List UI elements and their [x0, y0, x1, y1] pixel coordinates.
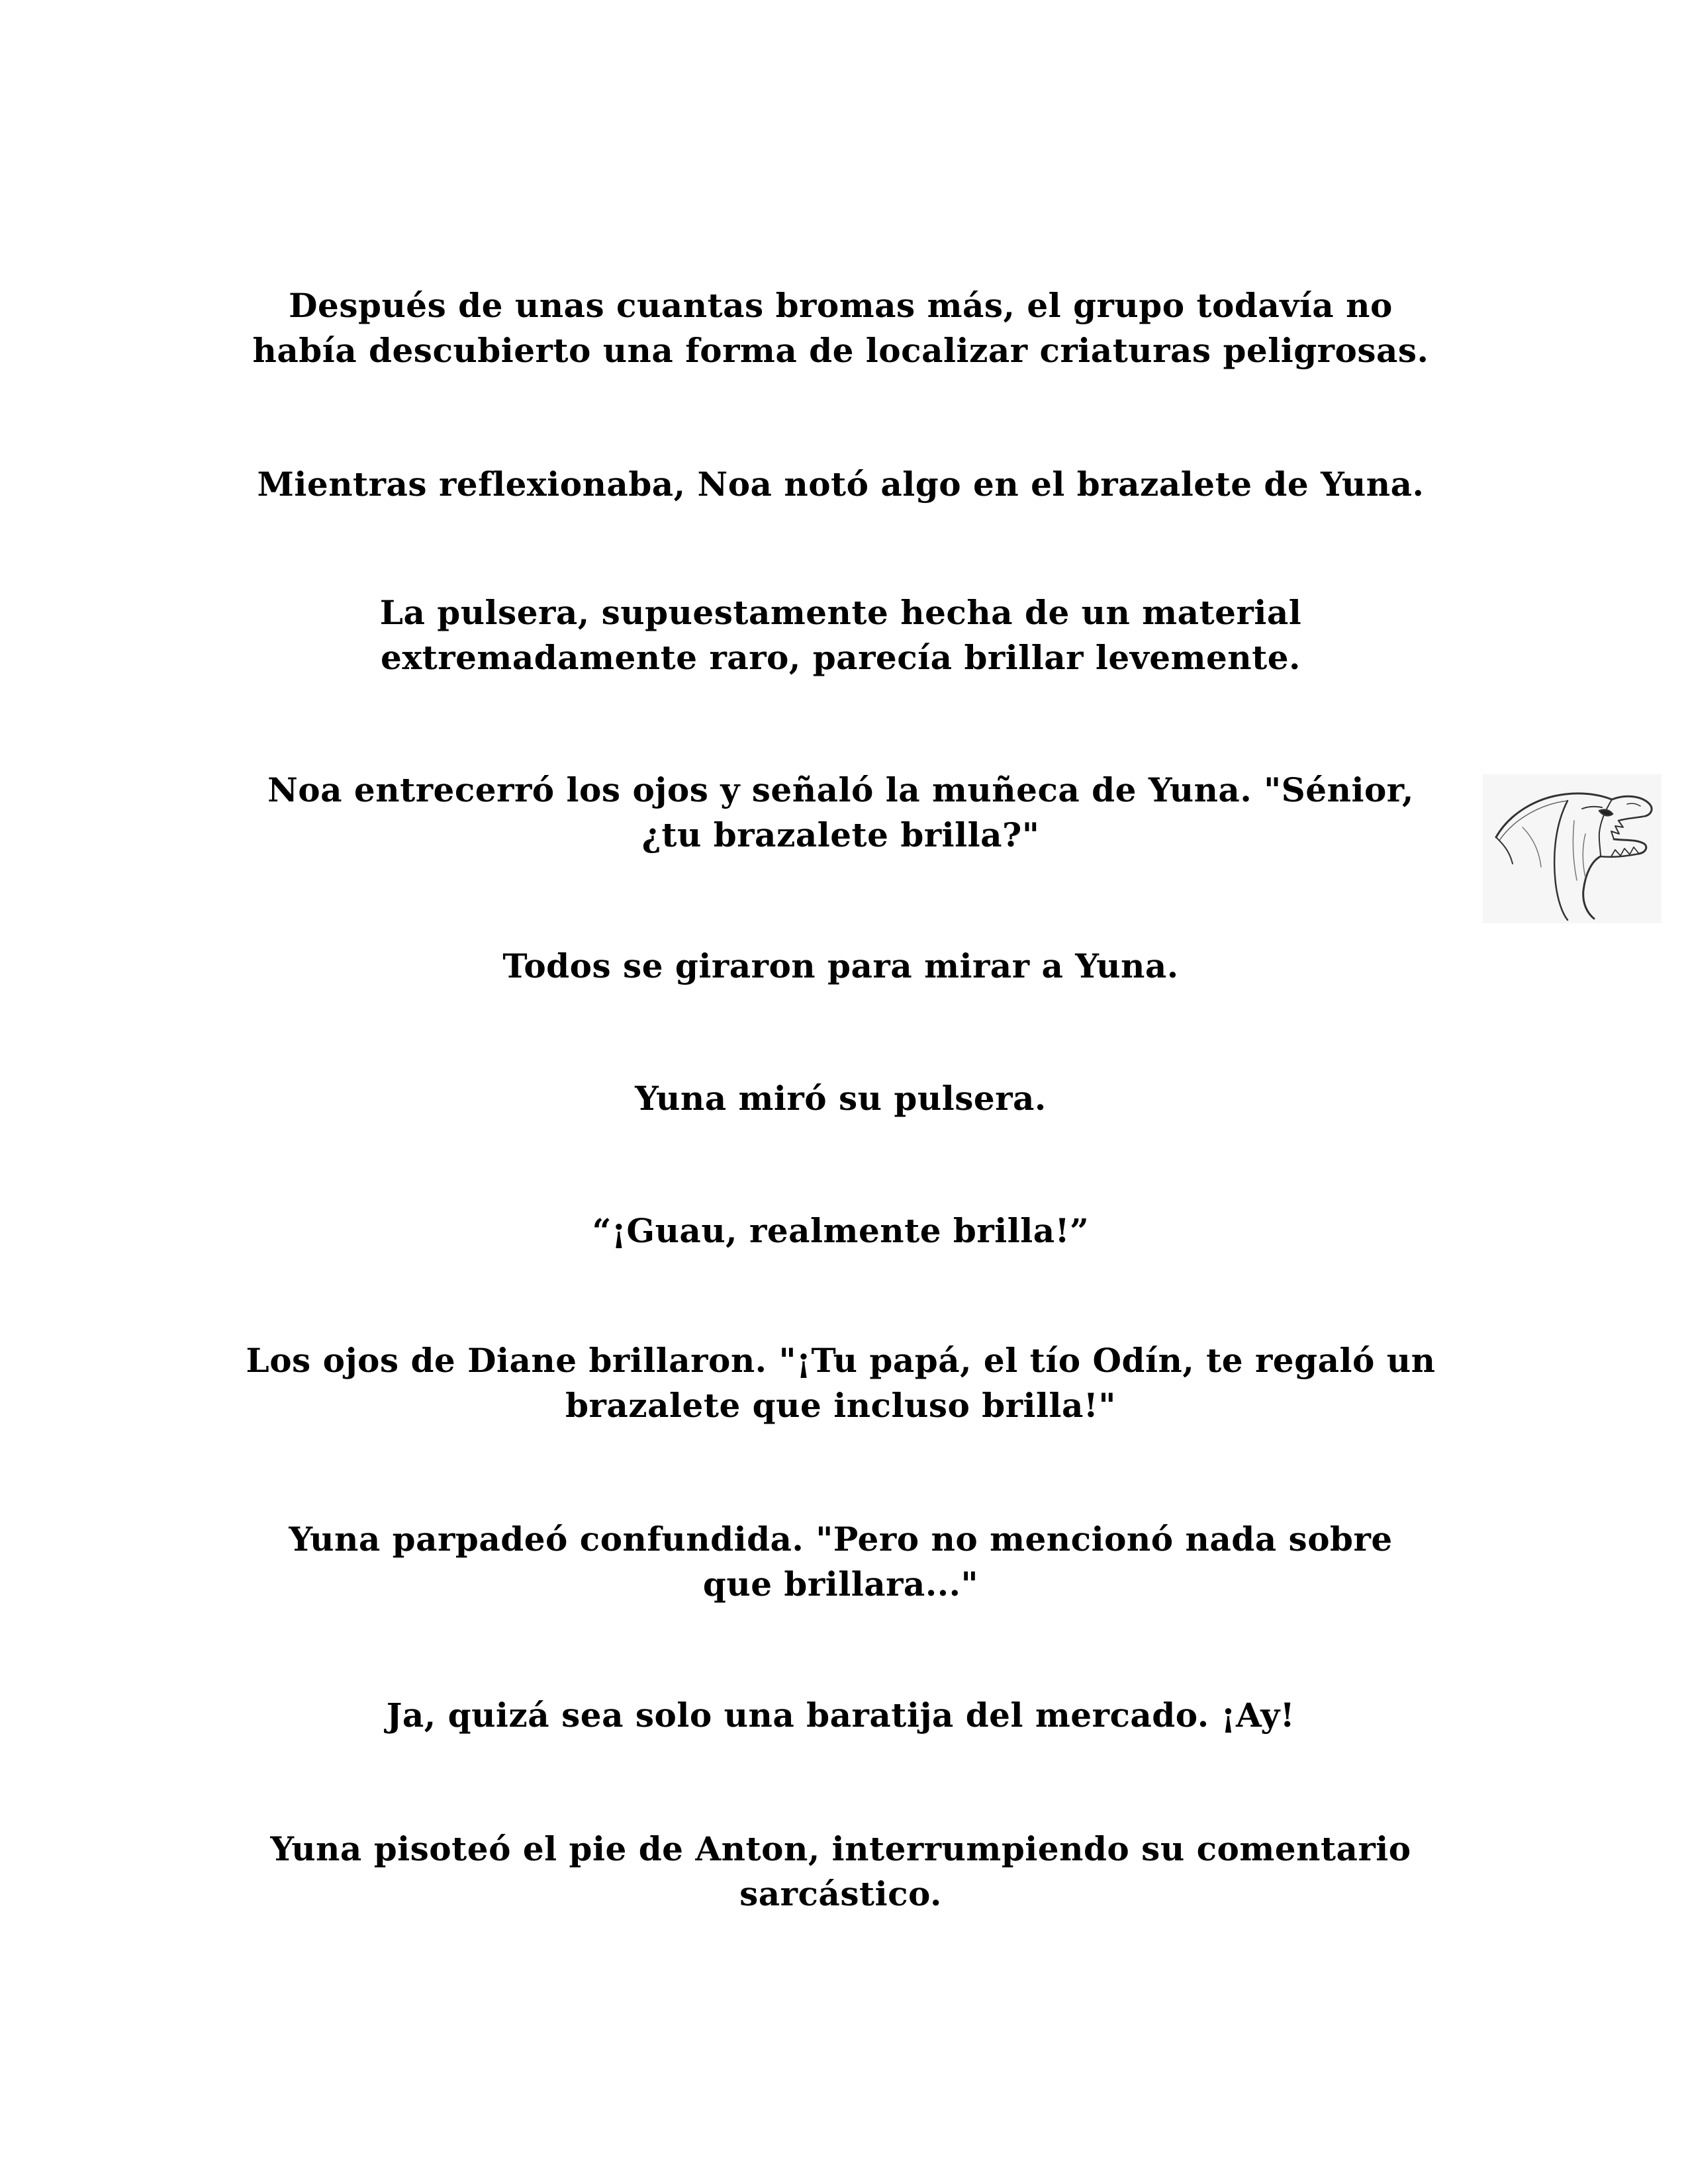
paragraph-11: Yuna pisoteó el pie de Anton, interrumpiendo su comentario sarcástico. — [270, 1829, 1411, 1913]
paragraph-1: Después de unas cuantas bromas más, el grupo todavía no había descubierto una forma de localizar criaturas peligrosas. — [252, 286, 1429, 370]
dinosaur-head-sketch-icon — [1483, 774, 1662, 923]
paragraph-4: Noa entrecerró los ojos y señaló la muñeca de Yuna. "Sénior, ¿tu brazalete brilla?" — [267, 770, 1414, 854]
paragraph-6: Yuna miró su pulsera. — [635, 1079, 1047, 1118]
paragraph-7: “¡Guau, realmente brilla!” — [592, 1211, 1090, 1250]
paragraph-8: Los ojos de Diane brillaron. "¡Tu papá, el tío Odín, te regaló un brazalete que incluso brilla!" — [246, 1341, 1436, 1425]
paragraph-9: Yuna parpadeó confundida. "Pero no mencionó nada sobre que brillara..." — [289, 1520, 1393, 1604]
paragraph-5: Todos se giraron para mirar a Yuna. — [502, 946, 1179, 985]
paragraph-3: La pulsera, supuestamente hecha de un material extremadamente raro, parecía brillar levemente. — [379, 593, 1302, 677]
paragraph-10: Ja, quizá sea solo una baratija del mercado. ¡Ay! — [386, 1696, 1295, 1735]
paragraph-2: Mientras reflexionaba, Noa notó algo en el brazalete de Yuna. — [257, 465, 1425, 504]
